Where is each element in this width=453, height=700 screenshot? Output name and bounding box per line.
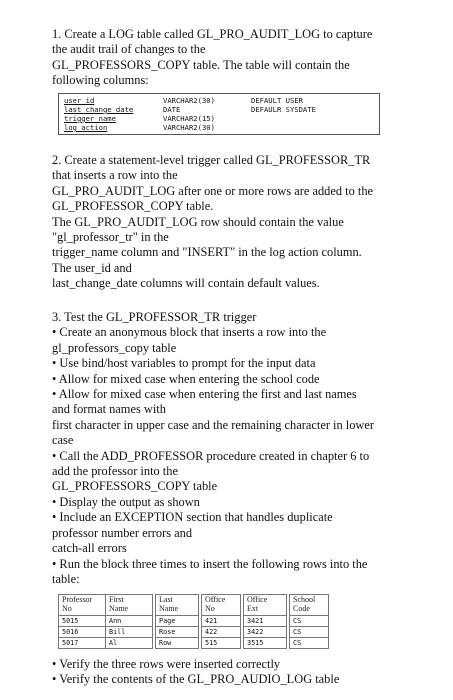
- table-cell: 3421: [244, 616, 287, 627]
- table-cell: Bill: [106, 627, 153, 638]
- table-cell: CS: [290, 616, 329, 627]
- text-line: • Verify the three rows were inserted correctly: [52, 657, 281, 671]
- text-line: 1. Create a LOG table called GL_PRO_AUDIT_LOG to capture: [52, 27, 373, 41]
- professor-data-table: [58, 594, 329, 649]
- table-cell: Rose: [156, 627, 199, 638]
- text-line: that inserts a row into the: [52, 168, 178, 183]
- column-name: last_change_date: [64, 105, 134, 114]
- table-cell: 422: [202, 627, 241, 638]
- table-row: [59, 638, 329, 649]
- table-row: [59, 627, 329, 638]
- column-definition-table: [58, 93, 380, 135]
- text-line: • Call the ADD_PROFESSOR procedure created in chapter 6 to: [52, 448, 370, 463]
- column-row: [59, 96, 379, 105]
- text-line: • Include an EXCEPTION section that handles duplicate: [52, 510, 333, 525]
- header-office-ext: Office Ext: [244, 595, 287, 616]
- table-cell: 3422: [244, 627, 287, 638]
- table-cell: Al: [106, 638, 153, 649]
- text-line: "gl_professor_tr" in the: [52, 230, 169, 245]
- text-line: gl_professors_copy table: [52, 340, 177, 355]
- text-line: catch-all errors: [52, 541, 127, 556]
- table-cell: 3515: [244, 638, 287, 649]
- table-cell: 5017: [59, 638, 106, 649]
- table-cell: 5016: [59, 627, 106, 638]
- text-line: and format names with: [52, 402, 166, 417]
- text-line: case: [52, 433, 74, 448]
- column-type: VARCHAR2(30): [163, 123, 215, 132]
- column-name: user_id: [64, 96, 95, 105]
- table-cell: CS: [290, 638, 329, 649]
- table-cell: Row: [156, 638, 199, 649]
- text-line: GL_PROFESSORS_COPY table: [52, 479, 218, 494]
- column-default: DEFAULR SYSDATE: [251, 105, 316, 114]
- text-line: last_change_date columns will contain default values.: [52, 276, 320, 291]
- text-line: professor number errors and: [52, 525, 193, 540]
- table-cell: 5015: [59, 616, 106, 627]
- text-line: The GL_PRO_AUDIT_LOG row should contain the value: [52, 214, 344, 229]
- column-name: log_action: [64, 123, 108, 132]
- text-line: • Run the block three times to insert the following rows into the: [52, 556, 368, 571]
- header-office-no: Office No: [202, 595, 241, 616]
- table-header-row: [59, 595, 329, 616]
- header-last-name: Last Name: [156, 595, 199, 616]
- section-2-text: [52, 153, 402, 292]
- table-cell: 421: [202, 616, 241, 627]
- table-row: [59, 616, 329, 627]
- column-type: DATE: [163, 105, 181, 114]
- text-line: trigger_name column and "INSERT" in the log action column.: [52, 245, 362, 260]
- section-3-text: [52, 310, 402, 587]
- table-cell: CS: [290, 627, 329, 638]
- text-line: GL_PROFESSORS_COPY table. The table will contain the: [52, 57, 350, 72]
- text-line: • Use bind/host variables to prompt for the input data: [52, 356, 316, 371]
- table-cell: Page: [156, 616, 199, 627]
- text-line: the audit trail of changes to the: [52, 42, 206, 57]
- text-line: • Create an anonymous block that inserts a row into the: [52, 325, 327, 340]
- text-line: The user_id and: [52, 260, 132, 275]
- text-line: table:: [52, 571, 80, 586]
- column-row: [59, 105, 379, 114]
- column-type: VARCHAR2(15): [163, 114, 215, 123]
- text-line: following columns:: [52, 73, 149, 88]
- text-line: • Allow for mixed case when entering the first and last names: [52, 387, 357, 402]
- text-line: first character in upper case and the remaining character in lower: [52, 417, 374, 432]
- header-first-name: First Name: [106, 595, 153, 616]
- column-default: DEFAULT USER: [251, 96, 303, 105]
- column-name: trigger_name: [64, 114, 116, 123]
- text-line: • Verify the contents of the GL_PRO_AUDIO_LOG table: [52, 672, 340, 687]
- text-line: 2. Create a statement-level trigger called GL_PROFESSOR_TR: [52, 153, 371, 167]
- header-school-code: School Code: [290, 595, 329, 616]
- text-line: add the professor into the: [52, 464, 178, 479]
- section-3-closing-text: [52, 657, 402, 688]
- header-professor-no: Professor No: [59, 595, 106, 616]
- column-type: VARCHAR2(30): [163, 96, 215, 105]
- table-cell: 515: [202, 638, 241, 649]
- table-cell: Ann: [106, 616, 153, 627]
- text-line: • Allow for mixed case when entering the school code: [52, 371, 320, 386]
- column-row: [59, 123, 379, 132]
- text-line: GL_PRO_AUDIT_LOG after one or more rows are added to the: [52, 183, 374, 198]
- text-line: GL_PROFESSOR_COPY table.: [52, 199, 214, 214]
- section-1-text: [52, 27, 402, 89]
- text-line: 3. Test the GL_PROFESSOR_TR trigger: [52, 310, 257, 324]
- text-line: • Display the output as shown: [52, 494, 200, 509]
- column-row: [59, 114, 379, 123]
